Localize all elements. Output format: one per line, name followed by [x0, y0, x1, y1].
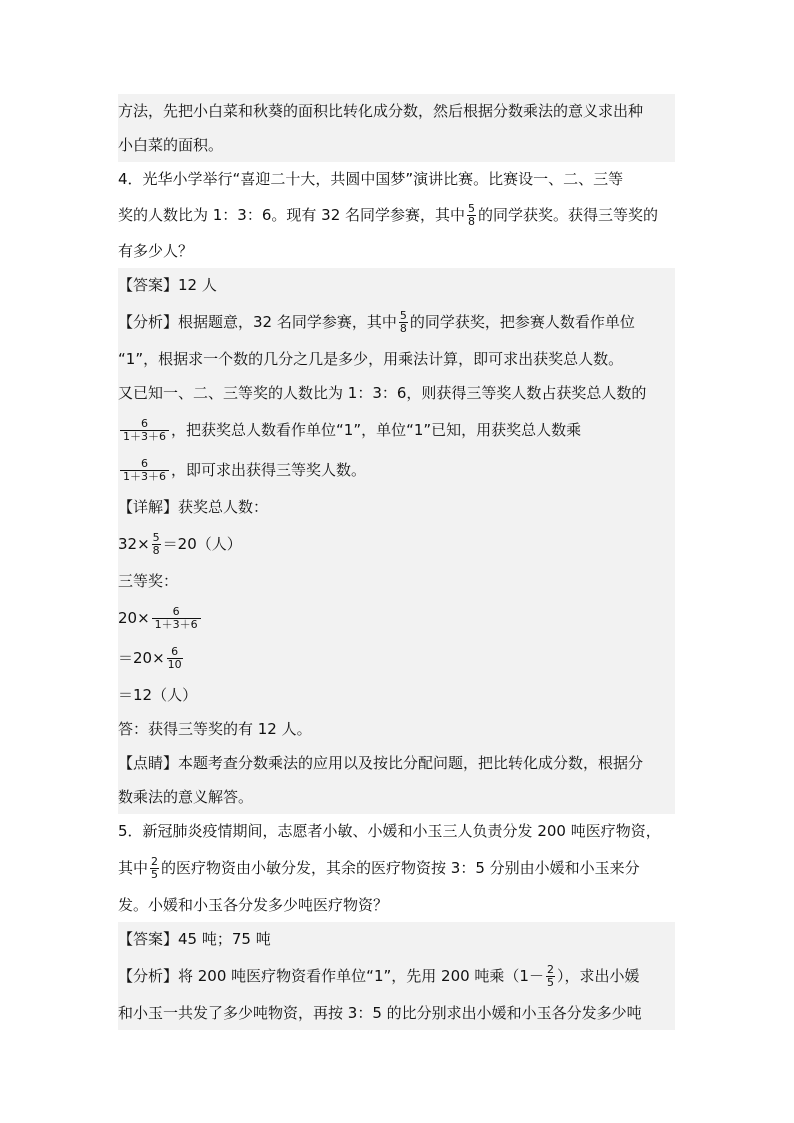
- detail-line: [118, 490, 675, 524]
- question-4-line: [118, 196, 675, 234]
- fraction: [152, 532, 161, 557]
- fraction: [152, 606, 201, 631]
- text-segment: 4．光华小学举行“喜迎二十大，共圆中国梦”演讲比赛。比赛设一、二、三等: [118, 170, 624, 188]
- text-line: [118, 94, 675, 128]
- detail-line: [118, 712, 675, 746]
- fraction-numerator: 6: [141, 416, 148, 430]
- analysis-line: [118, 302, 675, 342]
- text-line: [118, 128, 675, 162]
- comment-line: [118, 746, 675, 780]
- text-segment: 其中: [118, 859, 149, 877]
- detail-line: [118, 524, 675, 564]
- fraction-denominator: 10: [167, 657, 182, 671]
- fraction-denominator: 1＋3＋6: [120, 470, 169, 483]
- fraction: [120, 418, 169, 443]
- fraction-denominator: 8: [468, 214, 476, 228]
- detail-line: [118, 638, 675, 678]
- fraction: [167, 646, 183, 671]
- detail-line: [118, 598, 675, 638]
- fraction-denominator: 1＋3＋6: [152, 618, 201, 631]
- document-page: [118, 94, 675, 1030]
- fraction-denominator: 5: [546, 975, 554, 989]
- text-segment: 的同学获奖，把参赛人数看作单位: [409, 313, 635, 331]
- text-segment: 【分析】根据题意，32 名同学参赛，其中: [118, 313, 397, 331]
- fraction-numerator: 2: [151, 854, 159, 868]
- question-4-line: [118, 234, 675, 268]
- text-segment: ＝20×: [118, 649, 165, 667]
- detail-line: [118, 678, 675, 712]
- question-5-line: [118, 848, 675, 888]
- fraction-numerator: 5: [399, 308, 407, 322]
- answer-line: [118, 268, 675, 302]
- analysis-line: [118, 996, 675, 1030]
- analysis-line: [118, 450, 675, 490]
- text-segment: 三等奖：: [118, 572, 179, 590]
- text-segment: 发。小媛和小玉各分发多少吨医疗物资？: [118, 896, 389, 914]
- text-segment: ，把获奖总人数看作单位“1”，单位“1”已知，用获奖总人数乘: [171, 421, 582, 439]
- text-segment: “1”，根据求一个数的几分之几是多少，用乘法计算，即可求出获奖总人数。: [118, 350, 624, 368]
- fraction-numerator: 6: [172, 604, 180, 618]
- fraction-numerator: 2: [546, 962, 554, 976]
- text-segment: 和小玉一共发了多少吨物资，再按 3：5 的比分别求出小媛和小玉各分发多少吨: [118, 1004, 642, 1022]
- comment-line: [118, 780, 675, 814]
- fraction-denominator: 1＋3＋6: [120, 430, 169, 443]
- fraction-denominator: 8: [399, 321, 407, 335]
- text-segment: ＝12（人）: [118, 686, 198, 704]
- fraction-numerator: 5: [468, 201, 476, 215]
- fraction-numerator: 5: [152, 530, 160, 544]
- text-segment: 【答案】45 吨；75 吨: [118, 930, 271, 948]
- fraction: [399, 310, 408, 335]
- text-segment: 的医疗物资由小敏分发，其余的医疗物资按 3：5 分别由小媛和小玉来分: [161, 859, 640, 877]
- text-segment: 小白菜的面积。: [118, 136, 224, 154]
- fraction-numerator: 6: [141, 456, 148, 470]
- fraction: [120, 458, 169, 483]
- fraction: [150, 856, 159, 881]
- text-segment: 【分析】将 200 吨医疗物资看作单位“1”，先用 200 吨乘（1－: [118, 967, 544, 985]
- text-segment: 5．新冠肺炎疫情期间，志愿者小敏、小媛和小玉三人负责分发 200 吨医疗物资，: [118, 822, 661, 840]
- text-segment: 又已知一、二、三等奖的人数比为 1：3：6，则获得三等奖人数占获奖总人数的: [118, 384, 647, 402]
- analysis-line: [118, 342, 675, 376]
- text-segment: 数乘法的意义解答。: [118, 788, 254, 806]
- text-segment: ＝20（人）: [162, 535, 242, 553]
- text-segment: ，即可求出获得三等奖人数。: [171, 461, 367, 479]
- text-segment: 的同学获奖。获得三等奖的: [478, 206, 659, 224]
- text-segment: 【详解】获奖总人数：: [118, 498, 269, 516]
- fraction-numerator: 6: [171, 644, 179, 658]
- text-segment: 32×: [118, 535, 150, 553]
- question-4-line: [118, 162, 675, 196]
- text-segment: 奖的人数比为 1：3：6。现有 32 名同学参赛，其中: [118, 206, 466, 224]
- analysis-line: [118, 376, 675, 410]
- question-5-line: [118, 888, 675, 922]
- text-segment: ），求出小媛: [556, 967, 640, 985]
- fraction-denominator: 5: [151, 867, 159, 881]
- text-segment: 【点睛】本题考查分数乘法的应用以及按比分配问题，把比转化成分数，根据分: [118, 754, 644, 772]
- question-5-line: [118, 814, 675, 848]
- text-segment: 答：获得三等奖的有 12 人。: [118, 720, 312, 738]
- fraction: [546, 964, 555, 989]
- fraction-denominator: 8: [152, 543, 160, 557]
- detail-line: [118, 564, 675, 598]
- analysis-line: [118, 410, 675, 450]
- answer-line: [118, 922, 675, 956]
- text-segment: 有多少人？: [118, 242, 194, 260]
- text-segment: 20×: [118, 609, 150, 627]
- fraction: [467, 203, 476, 228]
- text-segment: 方法，先把小白菜和秋葵的面积比转化成分数，然后根据分数乘法的意义求出种: [118, 102, 644, 120]
- text-segment: 【答案】12 人: [118, 276, 217, 294]
- analysis-line: [118, 956, 675, 996]
